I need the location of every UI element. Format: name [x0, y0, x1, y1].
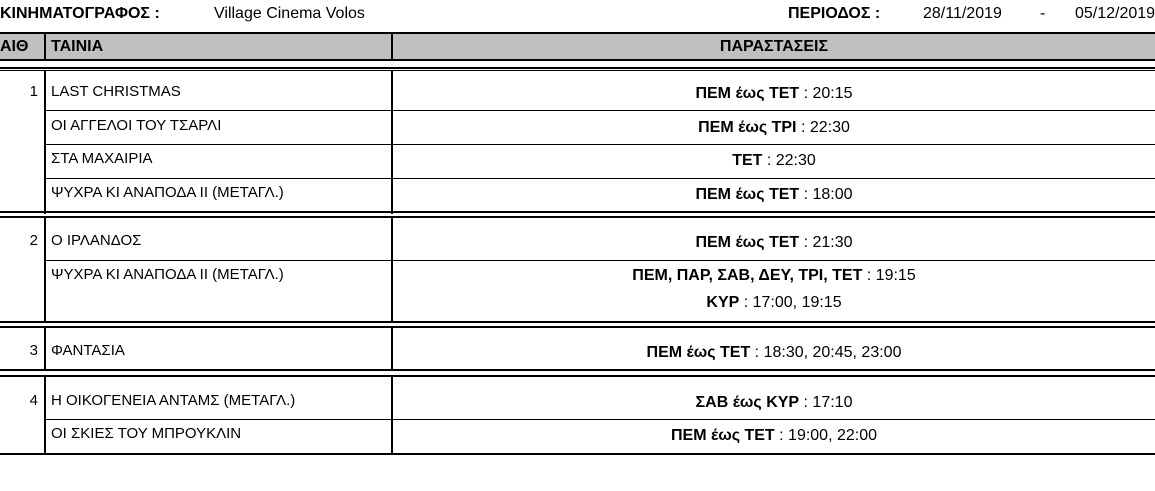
showtimes	[393, 186, 1155, 204]
showtimes-sunday	[393, 294, 1155, 312]
period-to: 05/12/2019	[1075, 5, 1155, 22]
hall-number: 1	[29, 83, 38, 100]
period-from: 28/11/2019	[923, 5, 1002, 22]
show-times: : 20:15	[799, 85, 853, 102]
hall-number: 2	[29, 232, 38, 249]
show-days: ΠΕΜ έως ΤΕΤ	[695, 234, 800, 251]
column-movie: ΤΑΙΝΙΑ	[51, 38, 104, 55]
show-times: : 19:00, 22:00	[774, 427, 878, 444]
movie-title: ΟΙ ΑΓΓΕΛΟΙ ΤΟΥ ΤΣΑΡΛΙ	[51, 117, 222, 134]
show-days: ΤΕΤ	[732, 152, 763, 169]
showtimes	[393, 267, 1155, 285]
show-days: ΠΕΜ έως ΤΕΤ	[695, 186, 800, 203]
column-hall: ΑΙΘ	[0, 38, 29, 55]
movie-title: ΨΥΧΡΑ ΚΙ ΑΝΑΠΟΔΑ ΙΙ (ΜΕΤΑΓΛ.)	[51, 266, 284, 283]
period-separator: -	[1040, 5, 1046, 22]
showtimes	[393, 119, 1155, 137]
movie-title: LAST CHRISTMAS	[51, 83, 181, 100]
movie-title: ΣΤΑ ΜΑΧΑΙΡΙΑ	[51, 150, 153, 167]
movie-title: ΟΙ ΣΚΙΕΣ ΤΟΥ ΜΠΡΟΥΚΛΙΝ	[51, 425, 242, 442]
cinema-name: Village Cinema Volos	[214, 5, 365, 22]
movie-title: Ο ΙΡΛΑΝΔΟΣ	[51, 232, 142, 249]
show-times: : 17:10	[799, 394, 853, 411]
show-days: ΠΕΜ έως ΤΡΙ	[698, 119, 797, 136]
show-days: ΠΕΜ έως ΤΕΤ	[670, 427, 775, 444]
show-days: ΚΥΡ	[706, 294, 740, 311]
show-times: : 19:15	[862, 267, 916, 284]
show-days: ΠΕΜ, ΠΑΡ, ΣΑΒ, ΔΕΥ, ΤΡΙ, ΤΕΤ	[632, 267, 863, 284]
show-times: : 22:30	[762, 152, 816, 169]
show-times: : 22:30	[796, 119, 850, 136]
show-times: : 18:00	[799, 186, 853, 203]
showtimes	[393, 427, 1155, 445]
movie-title: Η ΟΙΚΟΓΕΝΕΙΑ ΑΝΤΑΜΣ (ΜΕΤΑΓΛ.)	[51, 392, 296, 409]
showtimes	[393, 234, 1155, 252]
column-shows: ΠΑΡΑΣΤΑΣΕΙΣ	[719, 38, 829, 55]
showtimes	[393, 344, 1155, 362]
show-times: : 17:00, 19:15	[739, 294, 842, 311]
show-times: : 18:30, 20:45, 23:00	[750, 344, 902, 361]
show-times: : 21:30	[799, 234, 853, 251]
showtimes	[393, 152, 1155, 170]
movie-title: ΦΑΝΤΑΣΙΑ	[51, 342, 125, 359]
hall-number: 3	[29, 342, 38, 359]
showtimes	[393, 394, 1155, 412]
movie-title: ΨΥΧΡΑ ΚΙ ΑΝΑΠΟΔΑ ΙΙ (ΜΕΤΑΓΛ.)	[51, 184, 284, 201]
show-days: ΠΕΜ έως ΤΕΤ	[646, 344, 751, 361]
show-days: ΠΕΜ έως ΤΕΤ	[695, 85, 800, 102]
show-days: ΣΑΒ έως ΚΥΡ	[695, 394, 800, 411]
cinema-label: ΚΙΝΗΜΑΤΟΓΡΑΦΟΣ :	[0, 5, 160, 22]
hall-number: 4	[29, 392, 38, 409]
period-label: ΠΕΡΙΟΔΟΣ :	[788, 5, 881, 22]
showtimes	[393, 85, 1155, 103]
